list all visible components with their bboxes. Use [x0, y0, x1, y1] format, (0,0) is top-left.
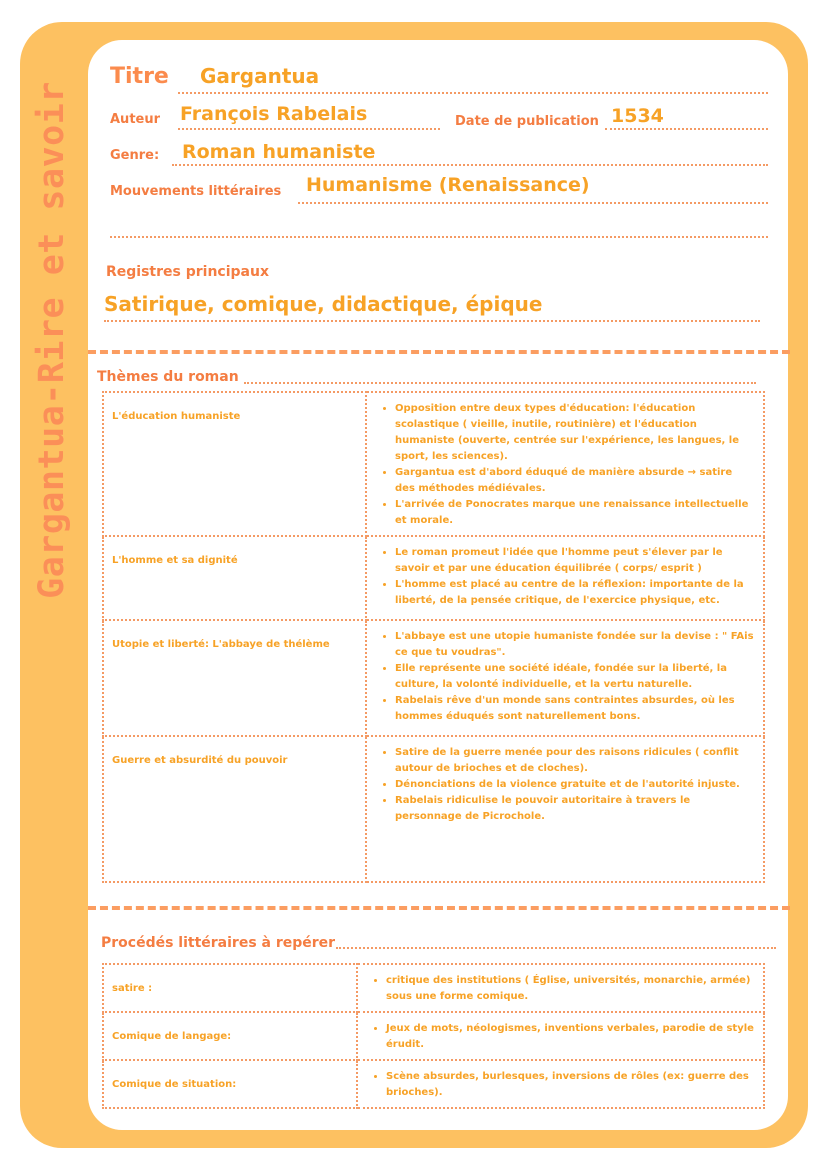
list-item: • Scène absurdes, burlesques, inversions de rôles (ex: guerre des brioches).: [386, 1069, 755, 1101]
list-item: • Elle représente une société idéale, fondée sur la liberté, la culture, la volonté individuelle, et la vertu naturelle.: [395, 661, 755, 693]
list-item: • Dénonciations de la violence gratuite et de l'autorité injuste.: [395, 777, 755, 793]
list-item: • L'arrivée de Ponocrates marque une renaissance intellectuelle et morale.: [395, 497, 755, 529]
date-label: Date de publication: [455, 114, 599, 129]
registres-value: Satirique, comique, didactique, épique: [104, 292, 543, 316]
list-item: • Satire de la guerre menée pour des raisons ridicules ( conflit autour de brioches et de cloches).: [395, 745, 755, 777]
list-item: • L'abbaye est une utopie humaniste fondée sur la devise : " FAis ce que tu voudras".: [395, 629, 755, 661]
table-row: [103, 392, 764, 536]
mouvements-label: Mouvements littéraires: [110, 184, 282, 199]
date-value: 1534: [611, 105, 664, 127]
list-item: • critique des institutions ( Église, universités, monarchie, armée) sous une forme comique.: [386, 973, 755, 1005]
genre-value: Roman humaniste: [182, 141, 376, 163]
table-row: [103, 1060, 764, 1108]
divider-bottom: [88, 906, 790, 910]
titre-label: Titre: [110, 64, 169, 89]
list-item: • L'homme est placé au centre de la réflexion: importante de la liberté, de la pensée critique, de l'exercice physique, etc.: [395, 577, 755, 609]
titre-line: [178, 92, 768, 94]
list-item: • Rabelais rêve d'un monde sans contraintes absurdes, où les hommes éduqués sont naturellement bons.: [395, 693, 755, 725]
titre-value: Gargantua: [200, 64, 320, 88]
procedes-table: [102, 963, 765, 1109]
registres-line: [104, 320, 760, 322]
mouvements-value: Humanisme (Renaissance): [306, 174, 590, 196]
table-row: [103, 620, 764, 736]
themes-heading-line: [244, 382, 756, 384]
theme-guerre: Guerre et absurdité du pouvoir: [103, 736, 366, 882]
table-row: [103, 1012, 764, 1060]
blank-line: [110, 236, 768, 238]
list-item: • Gargantua est d'abord éduqué de manière absurde → satire des méthodes médiévales.: [395, 465, 755, 497]
procede-langage: Comique de langage:: [103, 1012, 357, 1060]
theme-utopie: Utopie et liberté: L'abbaye de thélème: [103, 620, 366, 736]
auteur-line: [178, 128, 440, 130]
list-item: • Jeux de mots, néologismes, inventions verbales, parodie de style érudit.: [386, 1021, 755, 1053]
theme-education-points: [366, 392, 764, 536]
procede-satire: satire :: [103, 964, 357, 1012]
theme-guerre-points: [366, 736, 764, 882]
table-row: [103, 736, 764, 882]
divider-top: [88, 350, 790, 354]
genre-label: Genre:: [110, 148, 160, 163]
genre-line: [172, 164, 768, 166]
procedes-heading-line: [336, 947, 776, 949]
procede-langage-points: [357, 1012, 764, 1060]
auteur-label: Auteur: [110, 112, 161, 127]
theme-dignite-points: [366, 536, 764, 620]
auteur-value: François Rabelais: [180, 103, 368, 125]
theme-education: L'éducation humaniste: [103, 392, 366, 536]
date-line: [605, 128, 768, 130]
list-item: • Le roman promeut l'idée que l'homme peut s'élever par le savoir et par une éducation équilibrée ( corps/ esprit ): [395, 545, 755, 577]
themes-heading: Thèmes du roman: [97, 369, 239, 385]
table-row: [103, 964, 764, 1012]
theme-dignite: L'homme et sa dignité: [103, 536, 366, 620]
registres-label: Registres principaux: [106, 264, 269, 280]
mouvements-line: [298, 202, 768, 204]
list-item: • Opposition entre deux types d'éducation: l'éducation scolastique ( vieille, inutile, routinière) et l'éducation humaniste (ouverte, centrée sur l'expérience, les langues, le sport, les sciences).: [395, 401, 755, 465]
procedes-heading: Procédés littéraires à repérer: [101, 935, 336, 951]
list-item: • Rabelais ridiculise le pouvoir autoritaire à travers le personnage de Picrochole.: [395, 793, 755, 825]
side-title: Gargantua-Rire et savoir: [32, 81, 72, 599]
table-row: [103, 536, 764, 620]
themes-table: [102, 391, 765, 883]
procede-situation: Comique de situation:: [103, 1060, 357, 1108]
procede-satire-points: [357, 964, 764, 1012]
theme-utopie-points: [366, 620, 764, 736]
procede-situation-points: [357, 1060, 764, 1108]
